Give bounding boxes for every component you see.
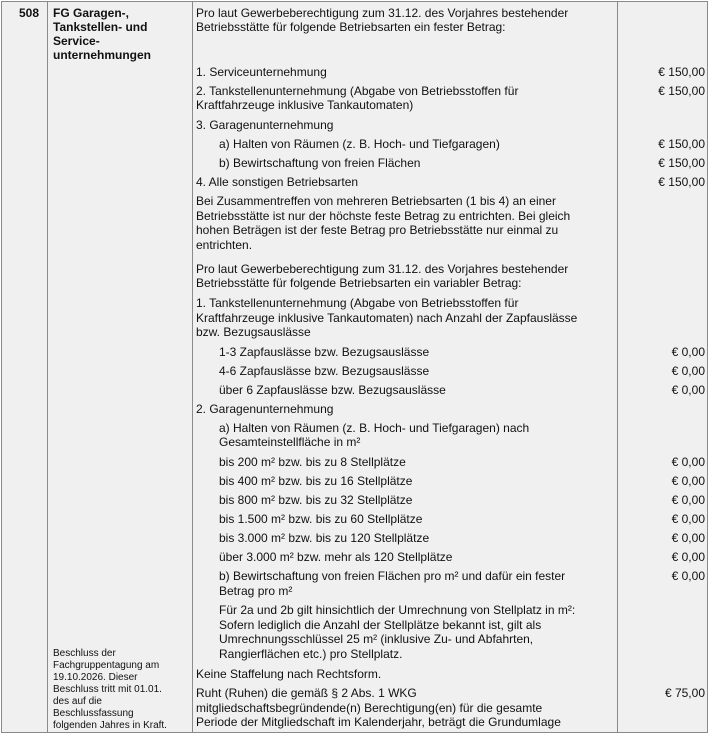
description-line: Kraftfahrzeuge inklusive Tankautomaten) nach Anzahl der Zapfauslässe: [196, 311, 578, 325]
note-line: des auf die: [53, 696, 102, 707]
description-line: Für 2a und 2b gilt hinsichtlich der Umrechnung von Stellplatz in m²:: [219, 603, 576, 617]
description-line: Bei Zusammentreffen von mehreren Betriebsarten (1 bis 4) an einer: [196, 194, 556, 208]
description-line: bzw. Bezugsauslässe: [196, 325, 311, 339]
description-line: 1. Tankstellenunternehmung (Abgabe von Betriebsstoffen für: [196, 296, 519, 310]
description-line: über 6 Zapfauslässe bzw. Bezugsauslässe: [219, 383, 446, 397]
amount-value: € 150,00: [658, 65, 705, 79]
description-line: entrichten.: [196, 238, 253, 252]
entry-number: 508: [19, 6, 40, 20]
description-line: bis 200 m² bzw. bis zu 8 Stellplätze: [219, 455, 406, 469]
amount-value: € 0,00: [671, 531, 705, 545]
description-line: bis 1.500 m² bzw. bis zu 60 Stellplätze: [219, 512, 423, 526]
description-line: Kraftfahrzeuge inklusive Tankautomaten): [196, 98, 414, 112]
note-line: 19.10.2026. Dieser: [53, 672, 138, 683]
note-line: folgenden Jahres in Kraft.: [53, 720, 167, 731]
description-line: b) Bewirtschaftung von freien Flächen: [219, 156, 421, 170]
group-column: [48, 2, 193, 732]
group-name-line: Service-: [53, 34, 100, 48]
description-line: a) Halten von Räumen (z. B. Hoch- und Tiefgaragen): [219, 137, 500, 151]
description-line: Umrechnungsschlüssel 25 m² (inklusive Zu- und Abfahrten,: [219, 632, 534, 646]
amount-value: € 0,00: [671, 364, 705, 378]
group-name-line: FG Garagen-,: [53, 6, 130, 20]
description-line: bis 400 m² bzw. bis zu 16 Stellplätze: [219, 474, 413, 488]
note-line: Beschlussfassung: [53, 708, 134, 719]
description-line: bis 800 m² bzw. bis zu 32 Stellplätze: [219, 493, 413, 507]
description-line: mitgliedschaftsbegründende(n) Berechtigung(en) für die gesamte: [196, 701, 543, 715]
amount-value: € 0,00: [671, 550, 705, 564]
description-line: Ruht (Ruhen) die gemäß § 2 Abs. 1 WKG: [196, 686, 417, 700]
group-name-line: unternehmungen: [53, 48, 151, 62]
description-line: Betriebsstätte für folgende Betriebsarten ein fester Betrag:: [196, 20, 506, 34]
description-line: Betrag pro m²: [219, 584, 293, 598]
group-name: [53, 6, 183, 62]
amount-value: € 75,00: [664, 686, 705, 700]
description-line: 2. Garagenunternehmung: [196, 402, 334, 416]
description-line: über 3.000 m² bzw. mehr als 120 Stellplätze: [219, 550, 453, 564]
description-line: Gesamteinstellfläche in m²: [219, 435, 361, 449]
amount-value: € 150,00: [658, 137, 705, 151]
description-line: Rangierflächen etc.) pro Stellplatz.: [219, 647, 403, 661]
amount-value: € 0,00: [671, 345, 705, 359]
description-line: Pro laut Gewerbeberechtigung zum 31.12. des Vorjahres bestehender: [196, 262, 569, 276]
description-column: [193, 2, 618, 732]
note-line: Fachgruppentagung am: [53, 660, 160, 671]
description-line: Pro laut Gewerbeberechtigung zum 31.12. des Vorjahres bestehender: [196, 6, 569, 20]
description-line: Betriebsstätte für folgende Betriebsarten ein variabler Betrag:: [196, 276, 522, 290]
description-line: bis 3.000 m² bzw. bis zu 120 Stellplätze: [219, 531, 430, 545]
description-line: Periode der Mitgliedschaft im Kalenderjahr, beträgt die Grundumlage: [196, 715, 561, 729]
description-line: b) Bewirtschaftung von freien Flächen pro m² und dafür ein fester: [219, 569, 566, 583]
description-line: Sofern lediglich die Anzahl der Stellplätze bekannt ist, gilt als: [219, 618, 542, 632]
amount-value: € 0,00: [671, 455, 705, 469]
amount-value: € 0,00: [671, 474, 705, 488]
description-line: Keine Staffelung nach Rechtsform.: [196, 667, 382, 681]
description-line: 4. Alle sonstigen Betriebsarten: [196, 175, 359, 189]
fee-table: [1, 1, 708, 733]
description-line: hohen Beträgen ist der feste Betrag pro Betriebsstätte nur einmal zu: [196, 223, 559, 237]
amount-value: € 150,00: [658, 156, 705, 170]
description-line: Betriebsstätte ist nur der höchste feste Betrag zu entrichten. Bei gleich: [196, 209, 571, 223]
description-line: 1-3 Zapfauslässe bzw. Bezugsauslässe: [219, 345, 430, 359]
group-name-line: Tankstellen- und: [53, 20, 148, 34]
amount-value: € 0,00: [671, 512, 705, 526]
description-line: a) Halten von Räumen (z. B. Hoch- und Tiefgaragen) nach: [219, 421, 530, 435]
amount-value: € 0,00: [671, 383, 705, 397]
amount-value: € 150,00: [658, 84, 705, 98]
amount-value: € 0,00: [671, 569, 705, 583]
description-line: 2. Tankstellenunternehmung (Abgabe von Betriebsstoffen für: [196, 84, 519, 98]
amount-value: € 150,00: [658, 175, 705, 189]
amount-column: [618, 2, 709, 732]
description-line: 4-6 Zapfauslässe bzw. Bezugsauslässe: [219, 364, 430, 378]
note-line: Beschluss tritt mit 01.01.: [53, 684, 162, 695]
description-line: 1. Serviceunternehmung: [196, 65, 327, 79]
description-line: 3. Garagenunternehmung: [196, 118, 334, 132]
resolution-note: [53, 648, 189, 732]
note-line: Beschluss der: [53, 648, 116, 659]
number-column: [2, 2, 48, 732]
amount-value: € 0,00: [671, 493, 705, 507]
